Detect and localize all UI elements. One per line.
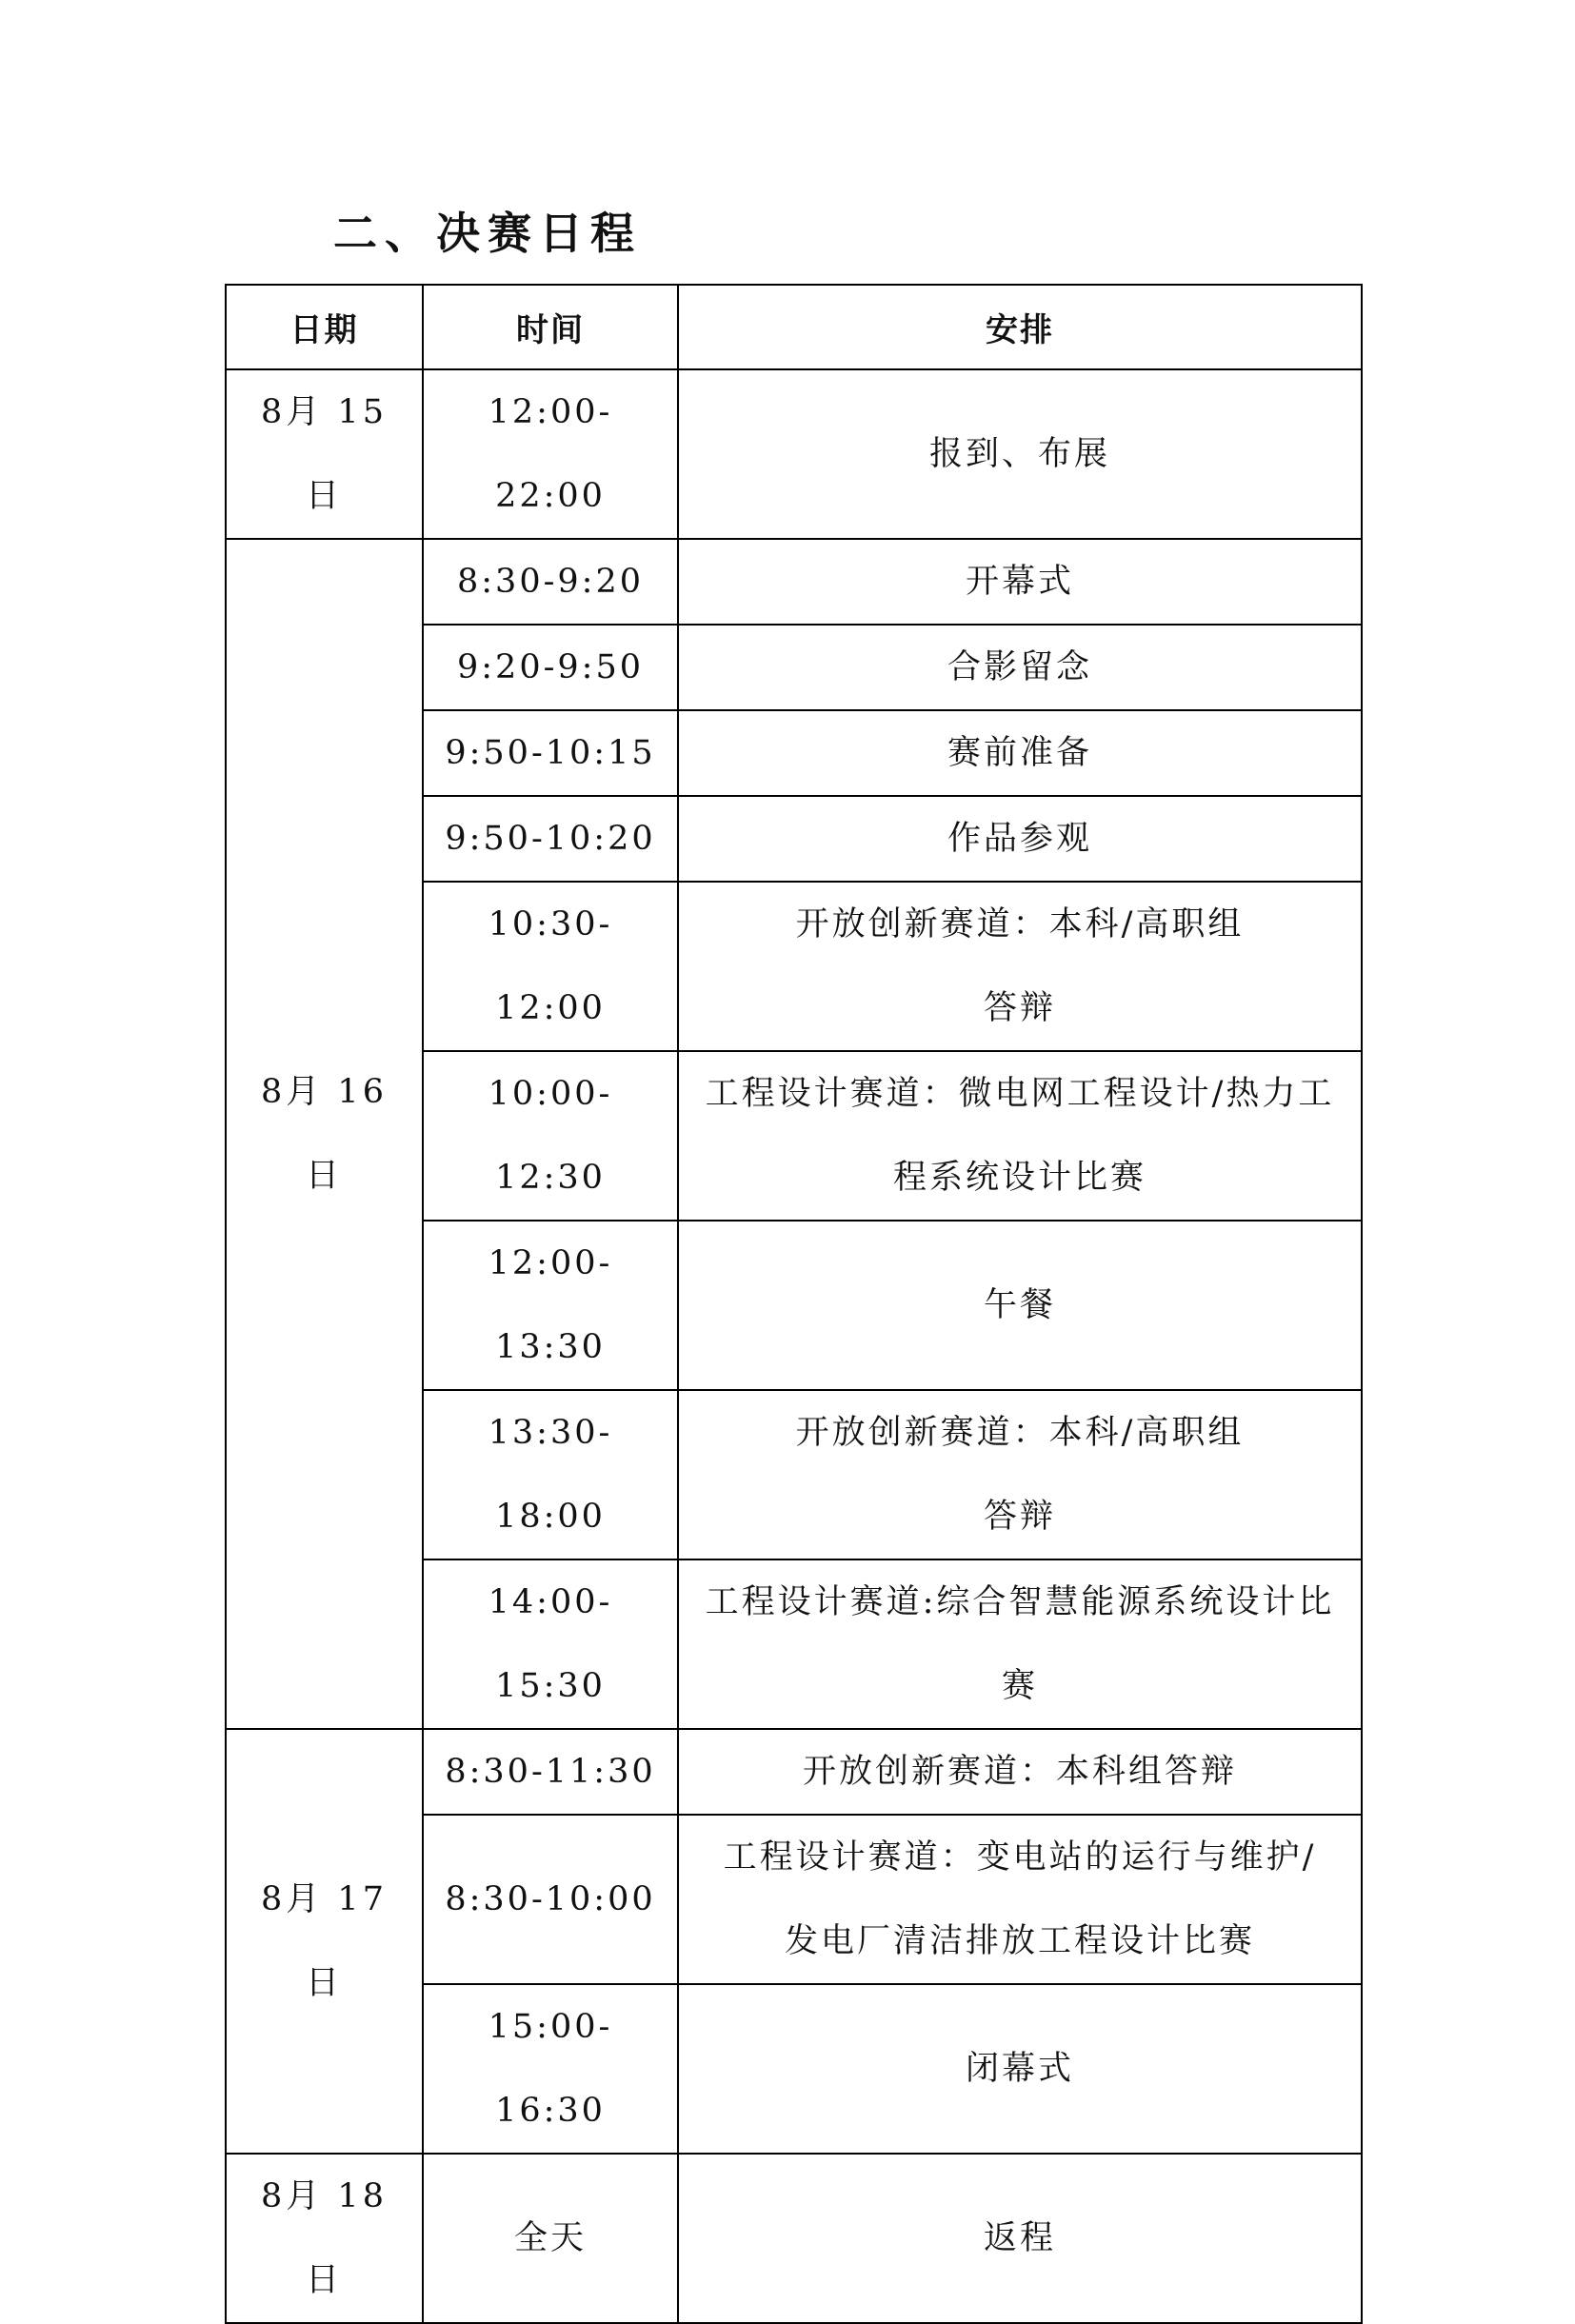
plan-text: 闭幕式 [965,2050,1074,2088]
plan-cell [678,1221,1362,1390]
table-row [226,539,1362,625]
plan-cell [678,369,1362,539]
plan-text: 开放创新赛道：本科组答辩 [802,1753,1237,1791]
date-cell: 8月 16 日 [226,539,423,1729]
plan-text: 午餐 [983,1286,1056,1324]
plan-cell [678,1729,1362,1815]
date-cell: 8月 15 日 [226,369,423,539]
time-cell: 全天 [423,2154,678,2323]
plan-header: 安排 [678,285,1362,369]
plan-text: 工程设计赛道:综合智慧能源系统设计比赛 [705,1583,1335,1705]
plan-cell [678,1984,1362,2154]
time-cell: 8:30-11:30 [423,1729,678,1815]
time-cell: 13:30-18:00 [423,1390,678,1559]
plan-cell [678,796,1362,882]
time-cell: 8:30-10:00 [423,1815,678,1984]
table-row [226,369,1362,539]
time-cell: 8:30-9:20 [423,539,678,625]
plan-cell [678,1390,1362,1559]
date-cell: 8月 18 日 [226,2154,423,2323]
plan-cell [678,625,1362,710]
plan-text: 合影留念 [947,648,1092,686]
time-cell: 10:00-12:30 [423,1051,678,1221]
plan-text: 返程 [983,2219,1056,2257]
plan-text: 开放创新赛道：本科/高职组答辩 [795,905,1245,1027]
time-cell: 9:50-10:15 [423,710,678,796]
plan-text: 开放创新赛道：本科/高职组答辩 [795,1414,1245,1536]
time-cell: 9:50-10:20 [423,796,678,882]
plan-cell [678,2154,1362,2323]
time-cell: 12:00-13:30 [423,1221,678,1390]
section-title: 二、决赛日程 [333,208,642,259]
time-cell: 15:00-16:30 [423,1984,678,2154]
time-cell: 9:20-9:50 [423,625,678,710]
time-cell: 10:30-12:00 [423,882,678,1051]
date-cell: 8月 17 日 [226,1729,423,2154]
plan-text: 作品参观 [947,820,1092,858]
plan-cell [678,882,1362,1051]
table-row [226,2154,1362,2323]
header-row [226,285,1362,369]
plan-cell [678,710,1362,796]
plan-cell [678,1559,1362,1729]
plan-cell [678,1051,1362,1221]
plan-cell [678,1815,1362,1984]
table-row [226,1729,1362,1815]
time-header: 时间 [423,285,678,369]
schedule-table [225,284,1363,2324]
plan-text: 报到、布展 [928,435,1110,473]
time-cell: 14:00-15:30 [423,1559,678,1729]
plan-text: 工程设计赛道：变电站的运行与维护/发电厂清洁排放工程设计比赛 [723,1838,1317,1960]
date-header: 日期 [226,285,423,369]
plan-cell [678,539,1362,625]
plan-text: 赛前准备 [947,734,1092,772]
plan-text: 开幕式 [965,563,1074,601]
time-cell: 12:00-22:00 [423,369,678,539]
plan-text: 工程设计赛道：微电网工程设计/热力工程系统设计比赛 [705,1075,1335,1197]
